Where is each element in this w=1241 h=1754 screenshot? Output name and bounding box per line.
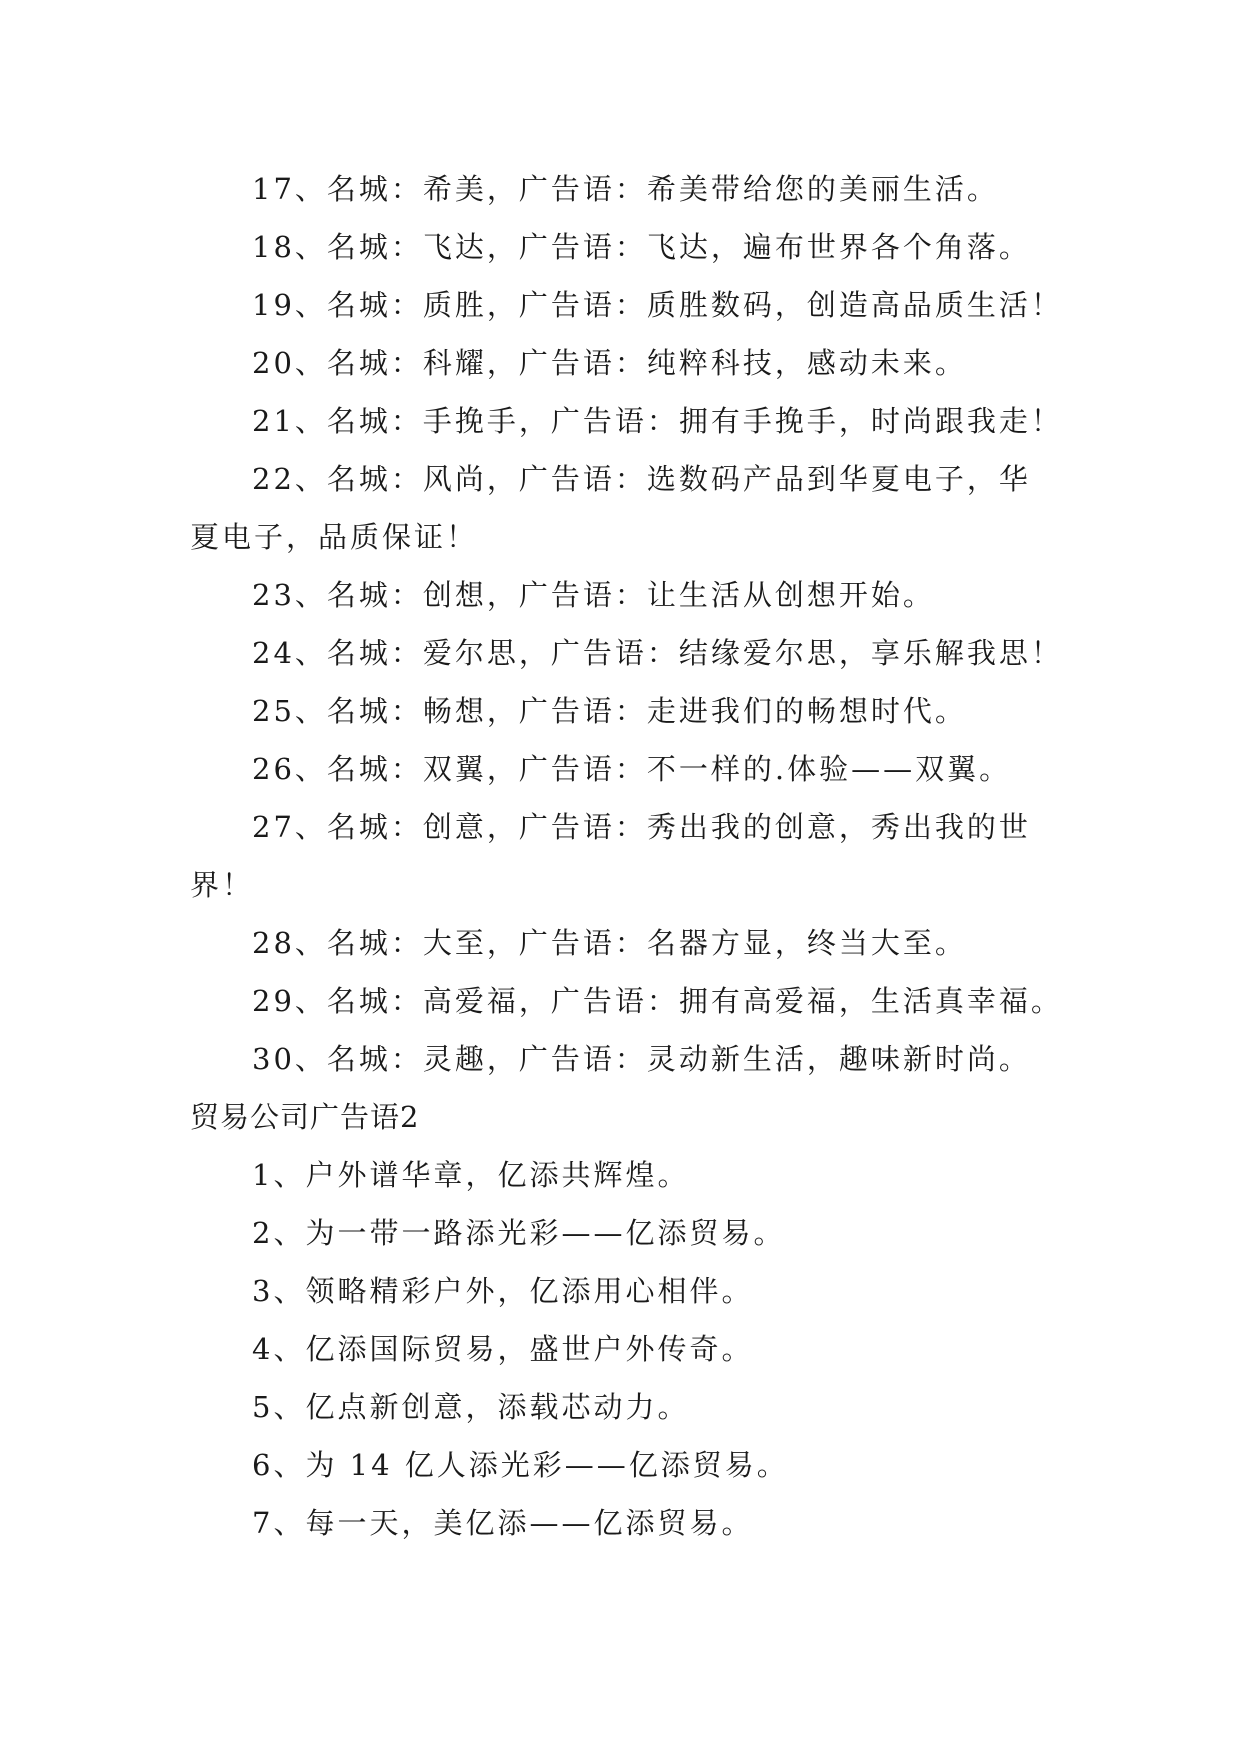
list-item: 6、为 14 亿人添光彩——亿添贸易。 <box>252 1448 789 1482</box>
list-item: 18、名城：飞达，广告语：飞达，遍布世界各个角落。 <box>252 230 1031 264</box>
list-item: 28、名城：大至，广告语：名器方显，终当大至。 <box>252 926 967 960</box>
list-item: 2、为一带一路添光彩——亿添贸易。 <box>252 1216 786 1250</box>
list-item: 20、名城：科耀，广告语：纯粹科技，感动未来。 <box>252 346 967 380</box>
section1-list <box>190 160 1070 1088</box>
list-item: 17、名城：希美，广告语：希美带给您的美丽生活。 <box>252 172 999 206</box>
list-item: 21、名城：手挽手，广告语：拥有手挽手，时尚跟我走！ <box>252 404 1063 438</box>
list-item: 26、名城：双翼，广告语：不一样的.体验——双翼。 <box>252 752 1012 786</box>
list-item: 30、名城：灵趣，广告语：灵动新生活，趣味新时尚。 <box>252 1042 1031 1076</box>
section2-list <box>190 1146 1070 1552</box>
list-item: 23、名城：创想，广告语：让生活从创想开始。 <box>252 578 935 612</box>
list-item: 4、亿添国际贸易，盛世户外传奇。 <box>252 1332 754 1366</box>
list-item-continuation: 界！ <box>190 868 255 902</box>
list-item: 25、名城：畅想，广告语：走进我们的畅想时代。 <box>252 694 967 728</box>
section-heading: 贸易公司广告语2 <box>190 1100 420 1134</box>
document-body <box>190 160 1070 1552</box>
list-item: 5、亿点新创意，添载芯动力。 <box>252 1390 690 1424</box>
list-item: 29、名城：高爱福，广告语：拥有高爱福，生活真幸福。 <box>252 984 1063 1018</box>
list-item-continuation: 夏电子，品质保证！ <box>190 520 479 554</box>
list-item: 19、名城：质胜，广告语：质胜数码，创造高品质生活！ <box>252 288 1063 322</box>
list-item: 22、名城：风尚，广告语：选数码产品到华夏电子，华 <box>252 462 1031 496</box>
list-item: 27、名城：创意，广告语：秀出我的创意，秀出我的世 <box>252 810 1031 844</box>
list-item: 3、领略精彩户外，亿添用心相伴。 <box>252 1274 754 1308</box>
list-item: 7、每一天，美亿添——亿添贸易。 <box>252 1506 754 1540</box>
list-item: 1、户外谱华章，亿添共辉煌。 <box>252 1158 690 1192</box>
list-item: 24、名城：爱尔思，广告语：结缘爱尔思，享乐解我思！ <box>252 636 1063 670</box>
